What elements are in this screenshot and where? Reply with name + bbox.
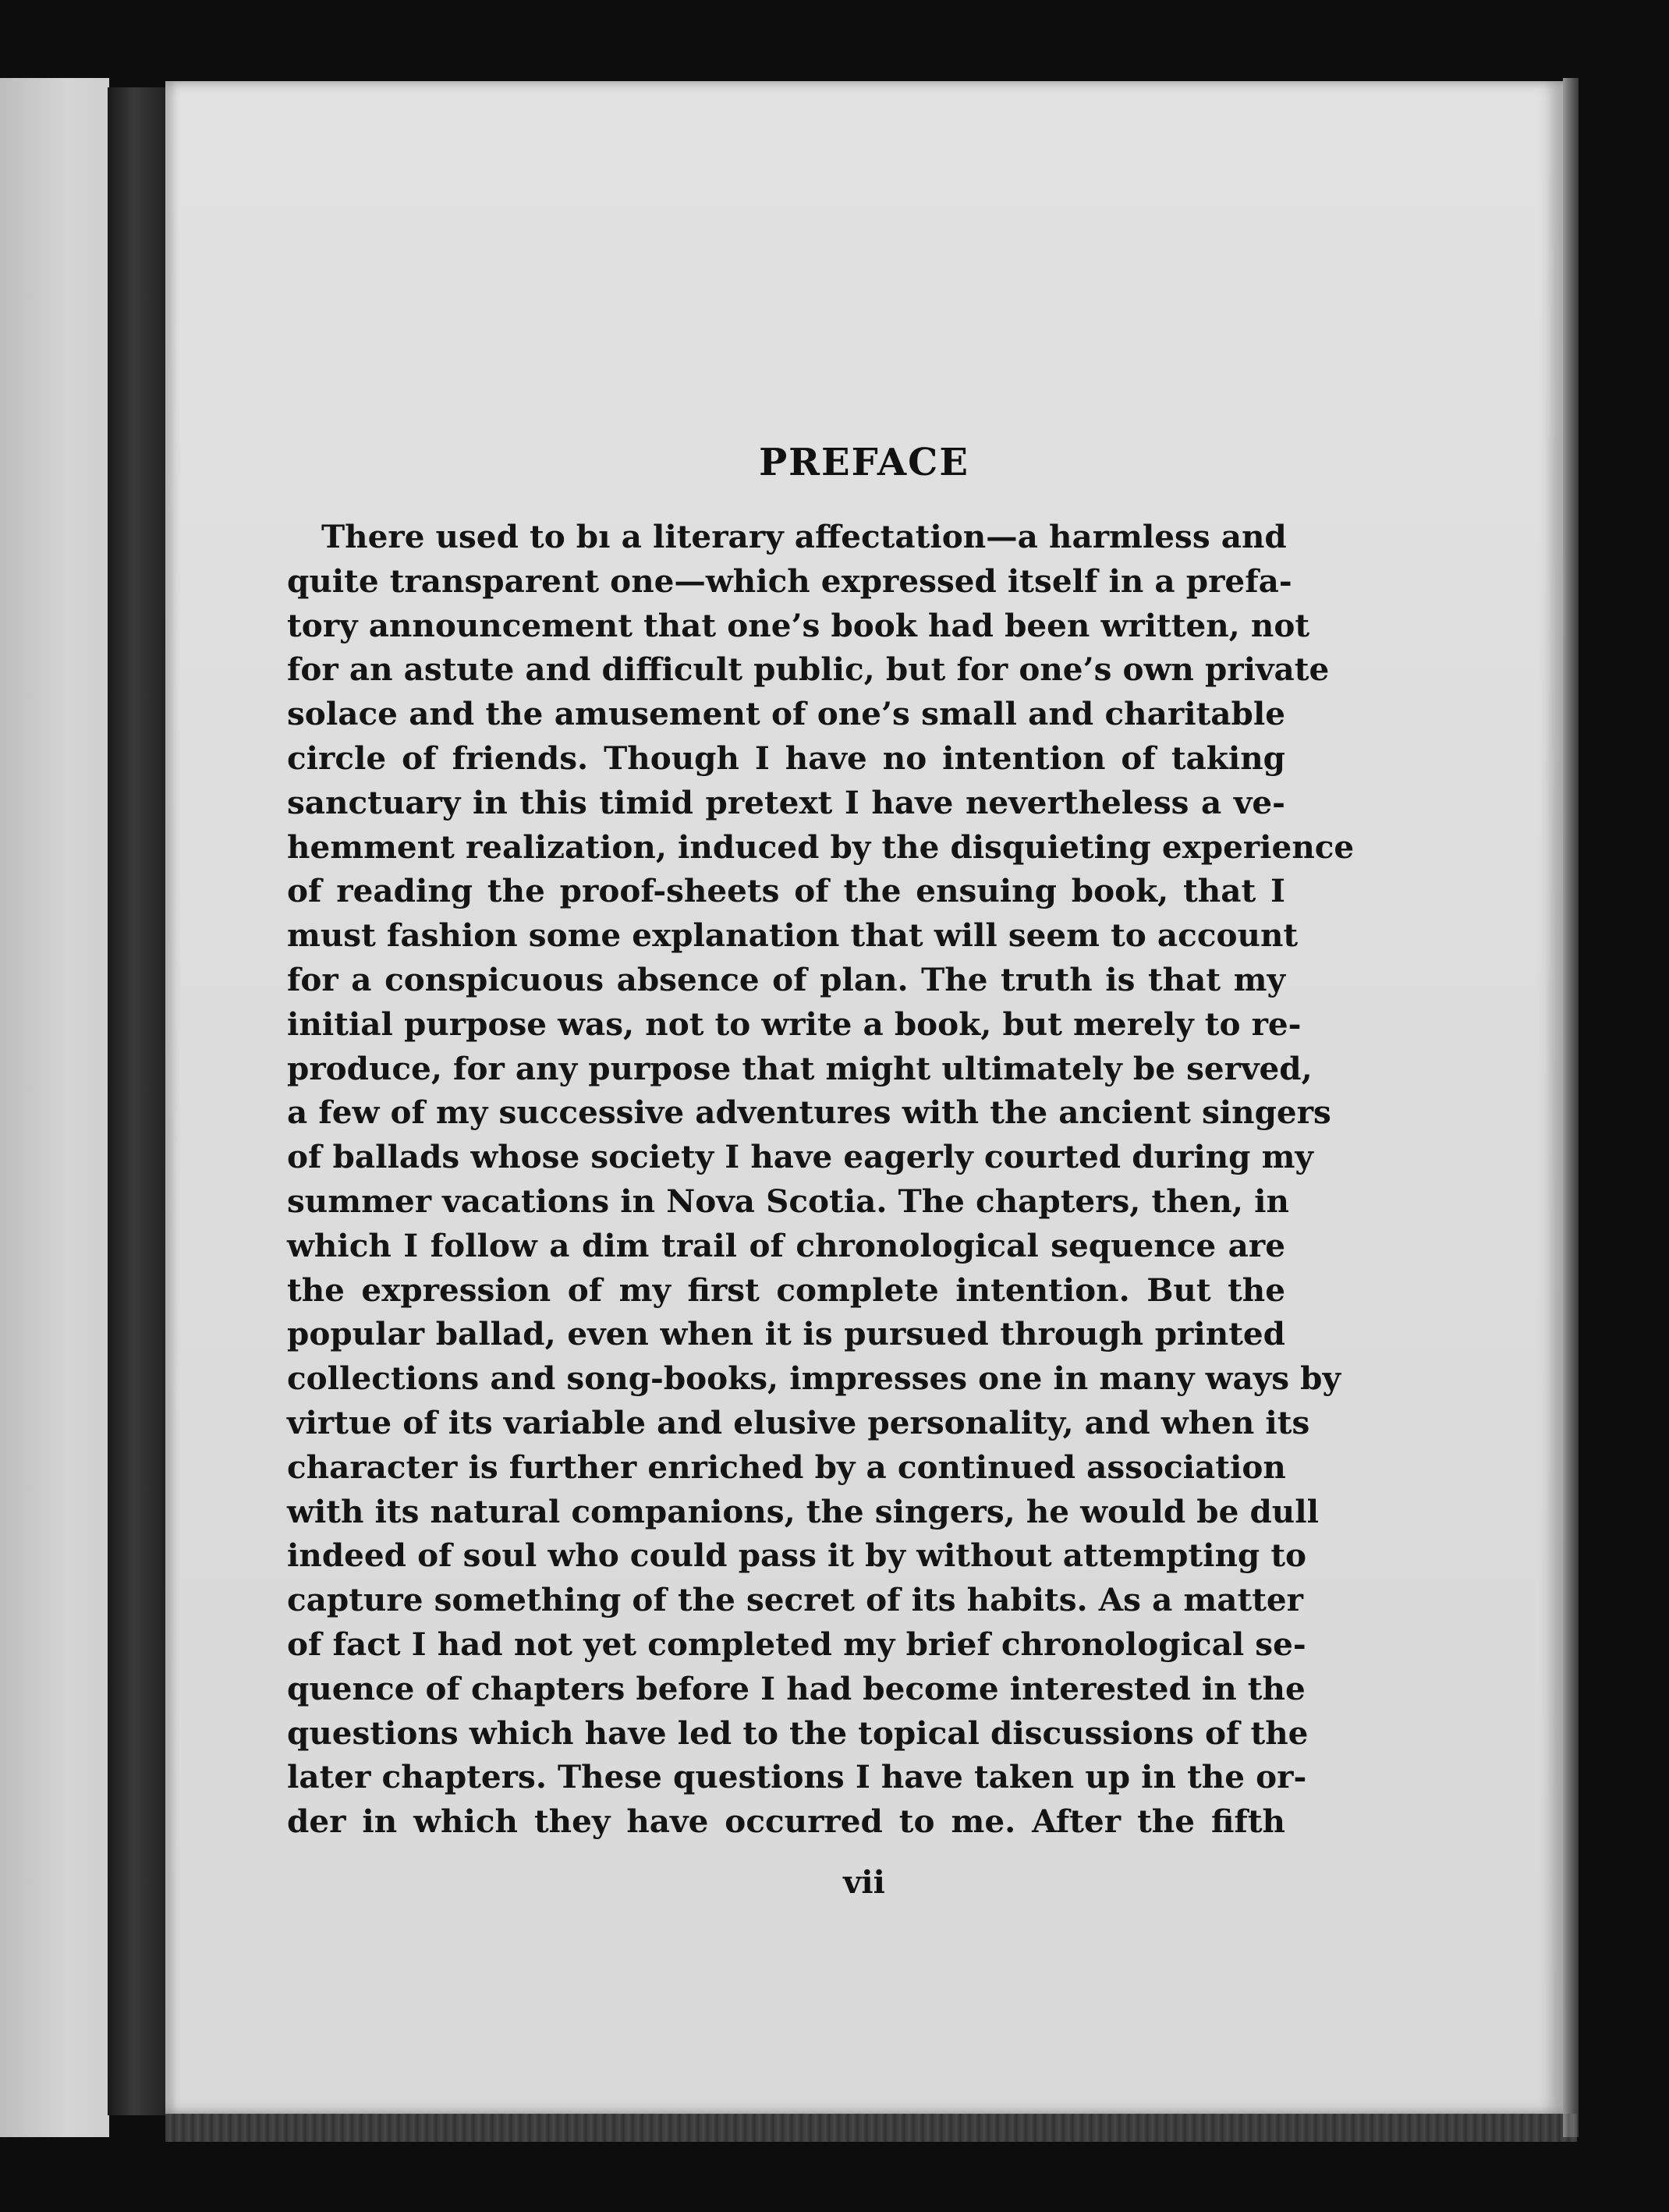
- text-line: the expression of my first complete intention. But the: [287, 1271, 1285, 1309]
- book-gutter: [108, 87, 167, 2115]
- text-line: initial purpose was, not to write a book, but merely to re-: [287, 1005, 1302, 1043]
- text-line: collections and song-books, impresses one in many ways by: [287, 1359, 1341, 1398]
- text-line: der in which they have occurred to me. After the fifth: [287, 1803, 1285, 1841]
- text-line: character is further enriched by a continued association: [287, 1448, 1286, 1486]
- text-line: for an astute and difficult public, but for one’s own private: [287, 650, 1330, 689]
- previous-page-edge: [0, 78, 109, 2137]
- page-bottom-edge: [165, 2114, 1577, 2142]
- text-line: quence of chapters before I had become interested in the: [287, 1669, 1306, 1707]
- text-line: of fact I had not yet completed my brief chronological se-: [287, 1625, 1306, 1663]
- text-line: of reading the proof-sheets of the ensuing book, that I: [287, 872, 1285, 910]
- text-line: quite transparent one—which expressed itself in a prefa-: [287, 562, 1292, 600]
- text-line: which I follow a dim trail of chronological sequence are: [287, 1226, 1285, 1264]
- text-line: sanctuary in this timid pretext I have nevertheless a ve-: [287, 783, 1285, 821]
- text-line: with its natural companions, the singers, he would be dull: [287, 1492, 1320, 1530]
- text-line: virtue of its variable and elusive personality, and when its: [287, 1403, 1310, 1441]
- text-line: popular ballad, even when it is pursued through printed: [287, 1315, 1285, 1353]
- page-fore-edge: [1563, 78, 1579, 2137]
- text-line: capture something of the secret of its habits. As a matter: [287, 1581, 1304, 1619]
- text-line: for a conspicuous absence of plan. The truth is that my: [287, 960, 1285, 998]
- text-line: There used to bı a literary affectation—a harmless and: [321, 518, 1287, 555]
- text-line: indeed of soul who could pass it by without attempting to: [287, 1537, 1307, 1575]
- text-line: of ballads whose society I have eagerly courted during my: [287, 1138, 1313, 1176]
- text-line: circle of friends. Though I have no intention of taking: [287, 739, 1285, 777]
- text-line: tory announcement that one’s book had been written, not: [287, 606, 1310, 644]
- text-line: questions which have led to the topical discussions of the: [287, 1714, 1309, 1752]
- text-line: later chapters. These questions I have taken up in the or-: [287, 1758, 1307, 1796]
- text-line: produce, for any purpose that might ultimately be served,: [287, 1049, 1313, 1087]
- preface-body: [287, 515, 1355, 1844]
- text-line: solace and the amusement of one’s small and charitable: [287, 695, 1285, 733]
- text-line: must fashion some explanation that will seem to account: [287, 916, 1299, 955]
- text-line: summer vacations in Nova Scotia. The chapters, then, in: [287, 1182, 1289, 1220]
- text-line: a few of my successive adventures with the ancient singers: [287, 1094, 1331, 1132]
- text-line: hemment realization, induced by the disquieting experience: [287, 828, 1355, 866]
- page-number: vii: [843, 1864, 885, 1901]
- page-heading: PREFACE: [759, 441, 969, 484]
